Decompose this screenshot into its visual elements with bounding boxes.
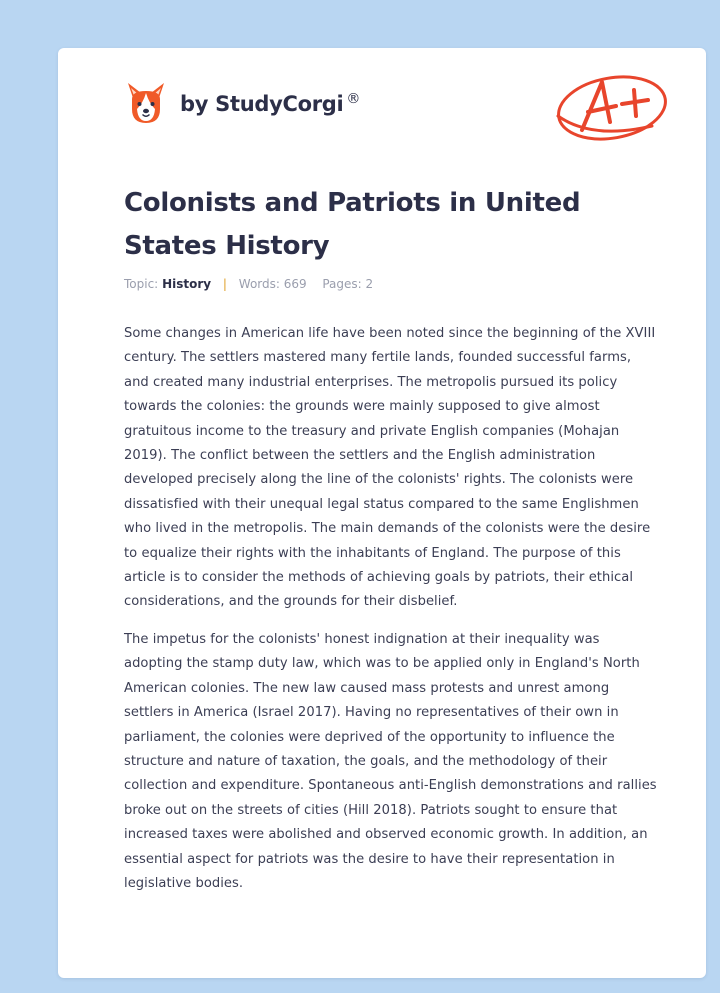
topic-value[interactable]: History — [162, 277, 212, 291]
document-title: Colonists and Patriots in United States History — [124, 188, 581, 261]
corgi-icon — [124, 79, 168, 127]
a-plus-grade-icon — [552, 68, 672, 144]
topic-label: Topic: — [124, 277, 159, 291]
brand-header[interactable] — [124, 78, 360, 128]
words-label: Words: — [238, 277, 280, 291]
document-meta — [124, 277, 373, 291]
pages-label: Pages: — [322, 277, 362, 291]
paragraph: The impetus for the colonists' honest indignation at their inequality was adopting the stamp duty law, which was to be applied only in England's North American colonies. The new law caused mass protests and unrest among settlers in America (Israel 2017). Having no representatives of their own in parliament, the colonies were deprived of the opportunity to influence the structure and nature of taxation, the goals, and the methodology of their collection and expenditure. Spontaneous anti-English demonstrations and rallies broke out on the streets of cities (Hill 2018). Patriots sought to ensure that increased taxes were abolished and observed economic growth. In addition, an essential aspect for patriots was the desire to have their representation in legislative bodies. — [124, 631, 657, 891]
brand-name: by StudyCorgi ® — [180, 90, 361, 116]
pages-value: 2 — [365, 277, 374, 291]
document-body — [124, 322, 659, 909]
registered-mark: ® — [346, 90, 361, 107]
words-value: 669 — [283, 277, 307, 291]
document-page — [58, 48, 706, 978]
paragraph: Some changes in American life have been noted since the beginning of the XVIII century. The settlers mastered many fertile lands, founded successful farms, and created many industrial enterprises. The metropolis pursued its policy towards the colonies: the grounds were mainly supposed to give almost gratuitous income to the treasury and private English companies (Mohajan 2019). The conflict between the settlers and the English administration developed precisely along the line of the colonists' rights. The colonists were dissatisfied with their unequal legal status compared to the same Englishmen who lived in the metropolis. The main demands of the colonists were the desire to equalize their rights with the inhabitants of England. The purpose of this article is to consider the methods of achieving goals by patriots, their ethical considerations, and the grounds for their disbelief. — [124, 326, 656, 610]
meta-separator: | — [222, 277, 227, 291]
